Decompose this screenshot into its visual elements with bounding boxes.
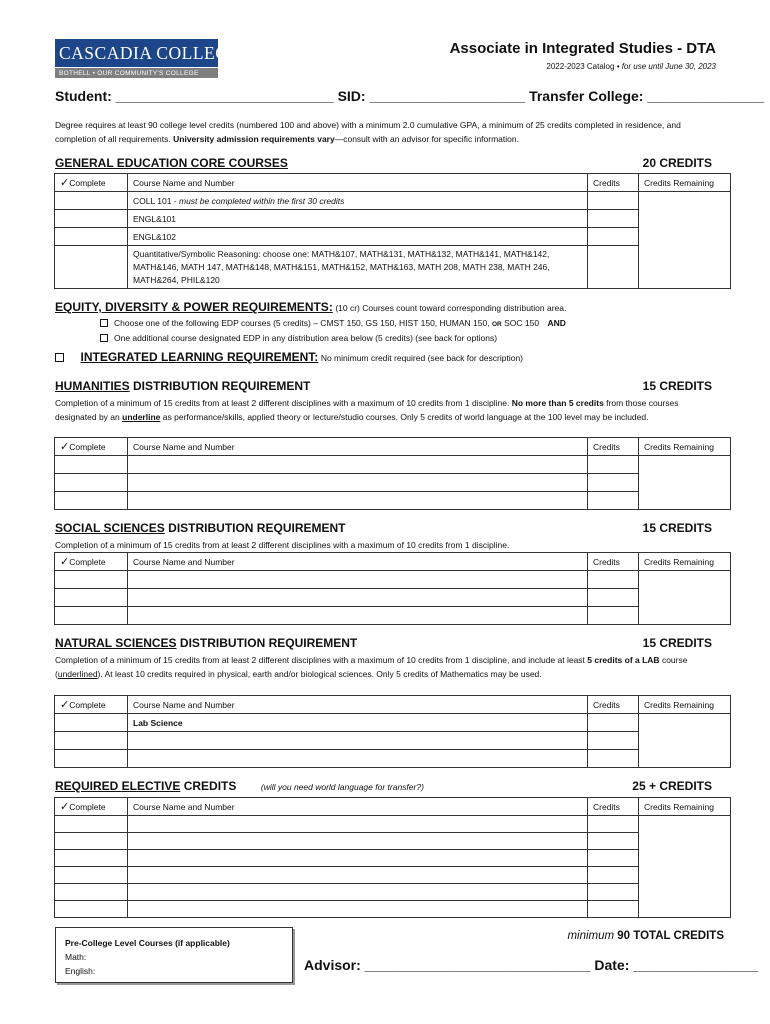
course-cell[interactable] — [128, 474, 588, 492]
gen-ed-table — [54, 173, 731, 289]
humanities-table — [54, 437, 731, 510]
humanities-credits: 15 CREDITS — [642, 379, 712, 393]
social-title — [55, 521, 345, 535]
total-credits: 90 TOTAL CREDITS — [617, 930, 724, 942]
humanities-desc-underline: underline — [122, 412, 161, 422]
catalog-note: • for use until June 30, 2023 — [616, 62, 716, 71]
complete-cell[interactable] — [55, 571, 128, 589]
natural-table — [54, 695, 731, 768]
course-cell[interactable] — [128, 750, 588, 768]
intro-bold: University admission requirements vary — [173, 134, 335, 144]
table-row — [55, 884, 731, 901]
course-cell[interactable] — [128, 833, 588, 850]
course-cell[interactable] — [128, 571, 588, 589]
elective-note: (will you need world language for transfer?) — [260, 782, 424, 792]
complete-header — [55, 174, 128, 192]
table-row — [55, 750, 731, 768]
table-header-row — [55, 798, 731, 816]
natural-credits: 15 CREDITS — [642, 636, 712, 650]
course-header: Course Name and Number — [128, 174, 588, 192]
humanities-desc — [55, 396, 720, 424]
credits-cell[interactable] — [588, 732, 639, 750]
social-credits: 15 CREDITS — [642, 521, 712, 535]
course-cell[interactable] — [128, 901, 588, 918]
course-cell[interactable] — [128, 732, 588, 750]
table-row — [55, 246, 731, 289]
complete-cell[interactable] — [55, 850, 128, 867]
advisor-line — [304, 957, 758, 973]
table-row — [55, 816, 731, 833]
course-cell[interactable] — [128, 607, 588, 625]
social-desc: Completion of a minimum of 15 credits from at least 2 different disciplines with a maximum of 10 credits from 1 discipline. — [55, 540, 510, 550]
humanities-desc-bold: No more than 5 credits — [511, 398, 604, 408]
natural-desc-underline: underlined — [57, 669, 98, 679]
credits-cell[interactable] — [588, 210, 639, 228]
course-cell[interactable] — [128, 884, 588, 901]
edp-subtitle: (10 cr) Courses count toward corresponding distribution area. — [335, 303, 567, 313]
credits-cell[interactable] — [588, 607, 639, 625]
social-title-u: SOCIAL SCIENCES — [55, 521, 165, 535]
course-cell[interactable] — [128, 867, 588, 884]
check-icon: ✓ — [60, 801, 70, 813]
credits-cell[interactable] — [588, 192, 639, 210]
natural-desc-3: ). At least 10 credits required in physical, earth and/or biological sciences. Only 5 credits of Mathematics may be used. — [97, 669, 542, 679]
course-header: Course Name and Number — [128, 798, 588, 816]
credits-header: Credits — [588, 553, 639, 571]
remaining-cell[interactable] — [639, 714, 731, 768]
credits-header: Credits — [588, 438, 639, 456]
edp-and: AND — [547, 318, 566, 328]
natural-desc-bold: 5 credits of a LAB — [587, 655, 660, 665]
credits-cell[interactable] — [588, 850, 639, 867]
complete-label: Complete — [69, 557, 106, 567]
student-field[interactable]: Student: ____________________________ — [55, 88, 334, 104]
table-row — [55, 833, 731, 850]
course-note: must be completed within the first 30 credits — [179, 195, 345, 206]
table-header-row — [55, 696, 731, 714]
edp-option-1-tail: SOC 150 — [504, 318, 540, 328]
edp-heading — [55, 300, 566, 314]
complete-cell[interactable] — [55, 714, 128, 732]
gen-ed-title-text: GENERAL EDUCATION CORE COURSES — [55, 156, 288, 170]
table-header-row — [55, 438, 731, 456]
credits-cell[interactable] — [588, 901, 639, 918]
course-cell[interactable] — [128, 816, 588, 833]
social-title-rest: DISTRIBUTION REQUIREMENT — [164, 521, 346, 535]
gen-ed-title — [55, 156, 288, 170]
table-row — [55, 901, 731, 918]
edp-option-2-text: One additional course designated EDP in any distribution area below (5 credits) (see back for options) — [114, 333, 498, 343]
humanities-desc-1: Completion of a minimum of 15 credits from at least 2 different disciplines with a maximum of 10 credits from 1 discipline. — [55, 398, 510, 408]
elective-title-u: REQUIRED ELECTIVE — [55, 779, 181, 793]
complete-label: Complete — [69, 700, 106, 710]
integrated-learning — [55, 350, 523, 364]
humanities-desc-3: as performance/skills, applied theory or lecture/studio courses. Only 5 credits of world language at the 100 level may be included. — [162, 412, 649, 422]
credits-cell[interactable] — [588, 714, 639, 732]
natural-title-rest: DISTRIBUTION REQUIREMENT — [176, 636, 358, 650]
sid-field[interactable]: SID: ____________________ — [337, 88, 526, 104]
table-header-row — [55, 174, 731, 192]
credits-cell[interactable] — [588, 867, 639, 884]
complete-header — [55, 553, 128, 571]
pre-college-box — [55, 927, 293, 983]
natural-title-u: NATURAL SCIENCES — [55, 636, 177, 650]
complete-cell[interactable] — [55, 816, 128, 833]
date-field[interactable]: Date: ________________ — [594, 957, 758, 973]
credits-cell[interactable] — [588, 492, 639, 510]
complete-cell[interactable] — [55, 474, 128, 492]
complete-header — [55, 696, 128, 714]
course-cell — [128, 192, 588, 210]
complete-cell[interactable] — [55, 884, 128, 901]
table-row — [55, 456, 731, 474]
complete-cell[interactable] — [55, 456, 128, 474]
course-cell[interactable] — [128, 850, 588, 867]
complete-cell[interactable] — [55, 246, 128, 289]
student-info-line — [55, 88, 764, 104]
degree-intro — [55, 118, 720, 146]
complete-cell[interactable] — [55, 192, 128, 210]
edp-or: OR — [491, 321, 502, 328]
course-header: Course Name and Number — [128, 696, 588, 714]
minimum-total — [567, 930, 724, 942]
pre-college-title: Pre-College Level Courses (if applicable) — [65, 938, 230, 948]
natural-desc — [55, 653, 720, 681]
edp-option-1-text: Choose one of the following EDP courses (5 credits) – CMST 150, GS 150, HIST 150, HUMAN 150, — [114, 318, 490, 328]
credits-cell[interactable] — [588, 246, 639, 289]
table-row — [55, 607, 731, 625]
elective-table — [54, 797, 731, 918]
credits-header: Credits — [588, 696, 639, 714]
course-cell[interactable] — [128, 456, 588, 474]
complete-header — [55, 438, 128, 456]
course-name: COLL 101 - — [133, 195, 179, 206]
course-header: Course Name and Number — [128, 438, 588, 456]
pre-college-math[interactable]: Math: — [65, 952, 87, 962]
integrated-title: INTEGRATED LEARNING REQUIREMENT: — [80, 350, 319, 364]
complete-cell[interactable] — [55, 492, 128, 510]
remaining-header: Credits Remaining — [639, 696, 731, 714]
complete-label: Complete — [69, 178, 106, 188]
table-row — [55, 867, 731, 884]
intro-tail: —consult with an advisor for specific information. — [334, 134, 519, 144]
remaining-header: Credits Remaining — [639, 438, 731, 456]
document-title: Associate in Integrated Studies - DTA — [449, 40, 716, 57]
complete-cell[interactable] — [55, 607, 128, 625]
credits-cell[interactable] — [588, 456, 639, 474]
checkbox-icon[interactable] — [100, 334, 108, 342]
remaining-cell[interactable] — [639, 571, 731, 625]
edp-option-1 — [100, 318, 566, 328]
remaining-header: Credits Remaining — [639, 553, 731, 571]
course-cell[interactable] — [128, 492, 588, 510]
credits-cell[interactable] — [588, 884, 639, 901]
table-row — [55, 210, 731, 228]
credits-header: Credits — [588, 174, 639, 192]
logo-name: CASCADIA COLLEGE — [55, 39, 218, 67]
complete-cell[interactable] — [55, 867, 128, 884]
advisor-field[interactable]: Advisor: _____________________________ — [304, 957, 591, 973]
check-icon: ✓ — [60, 441, 70, 453]
complete-cell[interactable] — [55, 901, 128, 918]
complete-label: Complete — [69, 802, 106, 812]
minimum-label: minimum — [567, 930, 615, 942]
course-cell[interactable] — [128, 589, 588, 607]
complete-cell[interactable] — [55, 833, 128, 850]
credits-cell[interactable] — [588, 750, 639, 768]
check-icon: ✓ — [60, 556, 70, 568]
humanities-title-rest: DISTRIBUTION REQUIREMENT — [129, 379, 311, 393]
course-header: Course Name and Number — [128, 553, 588, 571]
credits-cell[interactable] — [588, 228, 639, 246]
elective-title — [55, 779, 236, 793]
pre-college-english[interactable]: English: — [65, 966, 96, 976]
humanities-title — [55, 379, 310, 393]
lab-science-cell: Lab Science — [128, 714, 588, 732]
social-table — [54, 552, 731, 625]
integrated-note: No minimum credit required (see back for description) — [320, 353, 523, 363]
credits-cell[interactable] — [588, 816, 639, 833]
table-row — [55, 474, 731, 492]
complete-cell[interactable] — [55, 210, 128, 228]
gen-ed-credits: 20 CREDITS — [642, 156, 712, 170]
humanities-title-u: HUMANITIES — [55, 379, 130, 393]
complete-cell[interactable] — [55, 228, 128, 246]
course-cell: ENGL&101 — [128, 210, 588, 228]
remaining-header: Credits Remaining — [639, 174, 731, 192]
complete-header — [55, 798, 128, 816]
transfer-college-field[interactable]: Transfer College: _______________ — [529, 88, 765, 104]
complete-cell[interactable] — [55, 732, 128, 750]
table-row — [55, 850, 731, 867]
credits-cell[interactable] — [588, 833, 639, 850]
table-row — [55, 492, 731, 510]
checkbox-icon[interactable] — [55, 353, 64, 362]
table-row — [55, 192, 731, 210]
credits-cell[interactable] — [588, 474, 639, 492]
natural-desc-2: course ( — [55, 655, 688, 679]
elective-title-rest: CREDITS — [180, 779, 237, 793]
credits-header: Credits — [588, 798, 639, 816]
intro-text: Degree requires at least 90 college level credits (numbered 100 and above) with a minimum 2.0 cumulative GPA, a minimum of 25 credits completed in residence, and completion of all requirements. — [55, 120, 681, 144]
complete-cell[interactable] — [55, 750, 128, 768]
check-icon: ✓ — [60, 177, 70, 189]
table-row — [55, 589, 731, 607]
remaining-header: Credits Remaining — [639, 798, 731, 816]
remaining-cell[interactable] — [639, 192, 731, 289]
elective-heading — [55, 779, 424, 793]
table-row — [55, 228, 731, 246]
course-cell: Quantitative/Symbolic Reasoning: choose one: MATH&107, MATH&131, MATH&132, MATH&141, MATH&142, MATH&146, MATH 147, MATH&148, MATH&151, MATH&152, MATH&163, MATH 208, MATH 238, MATH 246, MATH&264, PHIL&120 — [128, 246, 588, 289]
catalog-year: 2022-2023 Catalog — [546, 62, 615, 71]
credits-cell[interactable] — [588, 571, 639, 589]
natural-desc-1: Completion of a minimum of 15 credits from at least 2 different disciplines with a maximum of 10 credits from 1 discipline, and include at least — [55, 655, 585, 665]
remaining-cell[interactable] — [639, 816, 731, 918]
table-row — [55, 571, 731, 589]
remaining-cell[interactable] — [639, 456, 731, 510]
college-logo — [55, 39, 240, 78]
check-icon: ✓ — [60, 699, 70, 711]
elective-credits: 25 + CREDITS — [632, 779, 712, 793]
table-row — [55, 732, 731, 750]
table-row — [55, 714, 731, 732]
checkbox-icon[interactable] — [100, 319, 108, 327]
course-cell: ENGL&102 — [128, 228, 588, 246]
complete-cell[interactable] — [55, 589, 128, 607]
edp-option-2 — [100, 333, 497, 343]
catalog-line — [546, 62, 716, 71]
natural-title — [55, 636, 357, 650]
table-header-row — [55, 553, 731, 571]
complete-label: Complete — [69, 442, 106, 452]
logo-tagline: BOTHELL • OUR COMMUNITY'S COLLEGE — [55, 67, 218, 78]
credits-cell[interactable] — [588, 589, 639, 607]
edp-title: EQUITY, DIVERSITY & POWER REQUIREMENTS: — [55, 300, 333, 314]
humanities-desc-2: from those courses designated by an — [55, 398, 679, 422]
